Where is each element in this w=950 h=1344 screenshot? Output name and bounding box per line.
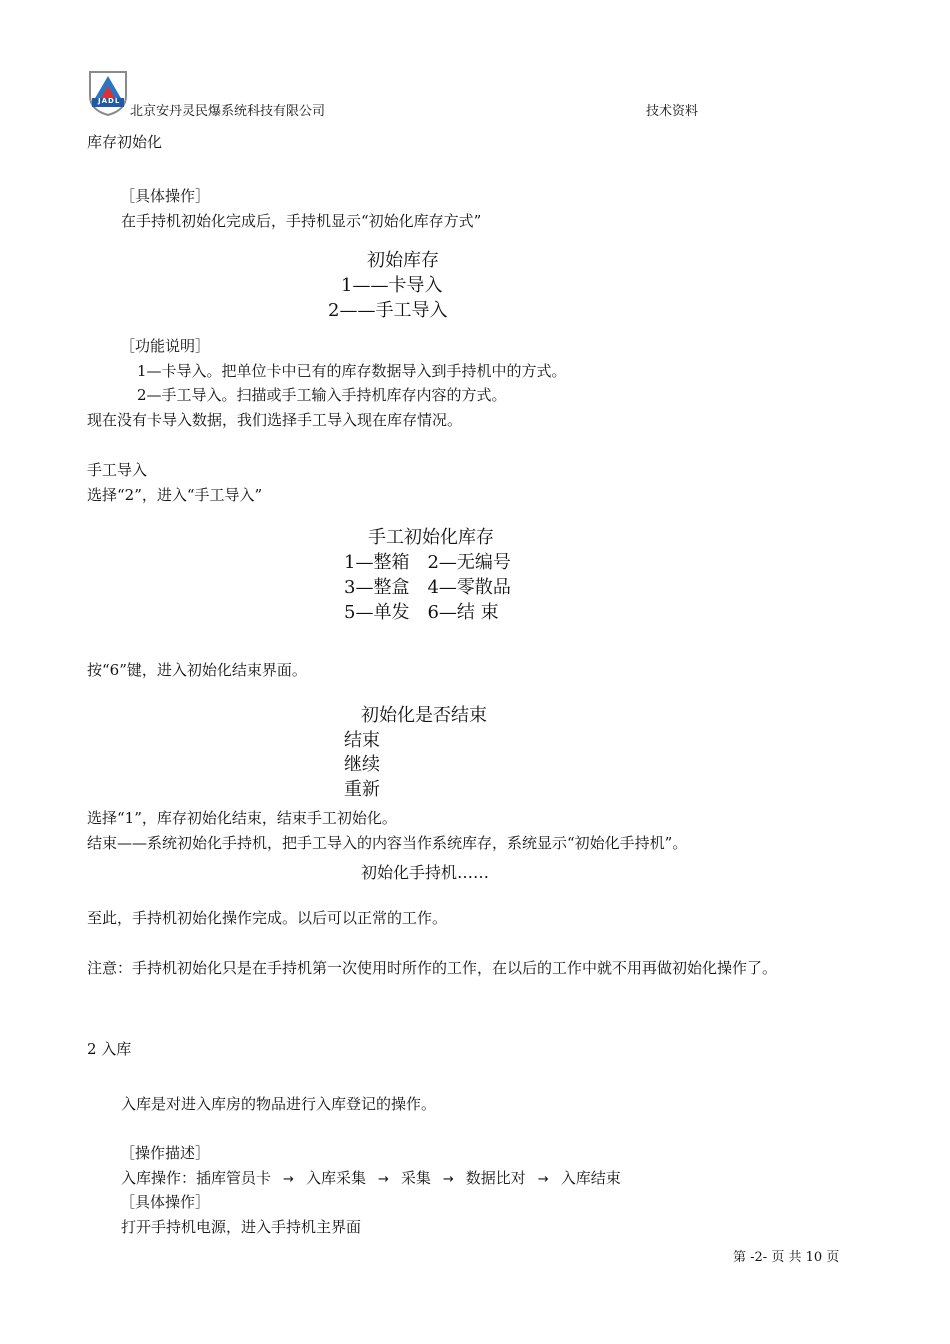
screen4-text: 初始化手持机……: [361, 863, 490, 882]
section-title: 库存初始化: [87, 133, 163, 151]
company-name: 北京安丹灵民爆系统科技有限公司: [130, 104, 326, 119]
screen3-opt2: 继续: [344, 754, 380, 775]
caution-text: 注意：手持机初始化只是在手持机第一次使用时所作的工作，在以后的工作中就不用再做初始化操作了。: [87, 959, 778, 977]
screen2-row3: 5—单发 6—结 束: [344, 602, 499, 623]
doc-type: 技术资料: [646, 104, 699, 119]
arrow-right-icon: →: [537, 1172, 549, 1187]
done-text: 至此，手持机初始化操作完成。以后可以正常的工作。: [87, 909, 448, 927]
company-logo: [86, 66, 130, 116]
screen2-row1: 1—整箱 2—无编号: [344, 552, 511, 573]
screen3-opt1: 结束: [344, 730, 380, 751]
spec-op-text: 在手持机初始化完成后，手持机显示“初始化库存方式”: [121, 212, 482, 230]
arrow-right-icon: →: [283, 1172, 294, 1187]
flow-step: 入库采集: [305, 1169, 366, 1187]
page-footer: 第 -2- 页 共 10 页: [733, 1250, 840, 1265]
screen1-title: 初始库存: [367, 250, 439, 271]
flow-step: 数据比对: [465, 1169, 526, 1187]
op-desc-label: ［操作描述］: [120, 1144, 211, 1162]
select1-text: 选择“1”，库存初始化结束，结束手工初始化。: [87, 809, 397, 827]
press6-text: 按“6”键，进入初始化结束界面。: [87, 661, 307, 679]
spec-op-label-2: ［具体操作］: [120, 1193, 211, 1211]
power-on-text: 打开手持机电源，进入手持机主界面: [121, 1218, 362, 1236]
screen3-title: 初始化是否结束: [361, 705, 487, 726]
screen3-opt3: 重新: [344, 779, 380, 800]
flow-step: 插库管员卡: [196, 1169, 272, 1187]
arrow-right-icon: →: [442, 1172, 454, 1187]
flow-line: [121, 1169, 621, 1189]
screen1-line2: 2——手工导入: [328, 300, 448, 321]
arrow-right-icon: →: [377, 1172, 389, 1187]
flow-prefix: 入库操作：: [121, 1169, 197, 1187]
manual-title: 手工导入: [87, 461, 148, 479]
func-line1: 1—卡导入。把单位卡中已有的库存数据导入到手持机中的方式。: [137, 362, 567, 380]
logo-text: JADL: [98, 97, 121, 105]
flow-step: 入库结束: [560, 1169, 621, 1187]
func-label: ［功能说明］: [120, 337, 211, 355]
screen1-line1: 1——卡导入: [341, 275, 443, 296]
section2-title: 2 入库: [87, 1040, 132, 1058]
screen2-row2: 3—整盒 4—零散品: [344, 577, 511, 598]
note-no-card: 现在没有卡导入数据，我们选择手工导入现在库存情况。: [87, 411, 463, 429]
spec-op-label: ［具体操作］: [120, 187, 211, 205]
end-desc: 结束——系统初始化手持机，把手工导入的内容当作系统库存，系统显示“初始化手持机”。: [87, 834, 688, 852]
flow-step: 采集: [400, 1169, 431, 1187]
manual-text: 选择“2”，进入“手工导入”: [87, 486, 263, 504]
screen2-title: 手工初始化库存: [368, 527, 494, 548]
func-line2: 2—手工导入。扫描或手工输入手持机库存内容的方式。: [137, 386, 507, 404]
section2-intro: 入库是对进入库房的物品进行入库登记的操作。: [121, 1095, 437, 1113]
